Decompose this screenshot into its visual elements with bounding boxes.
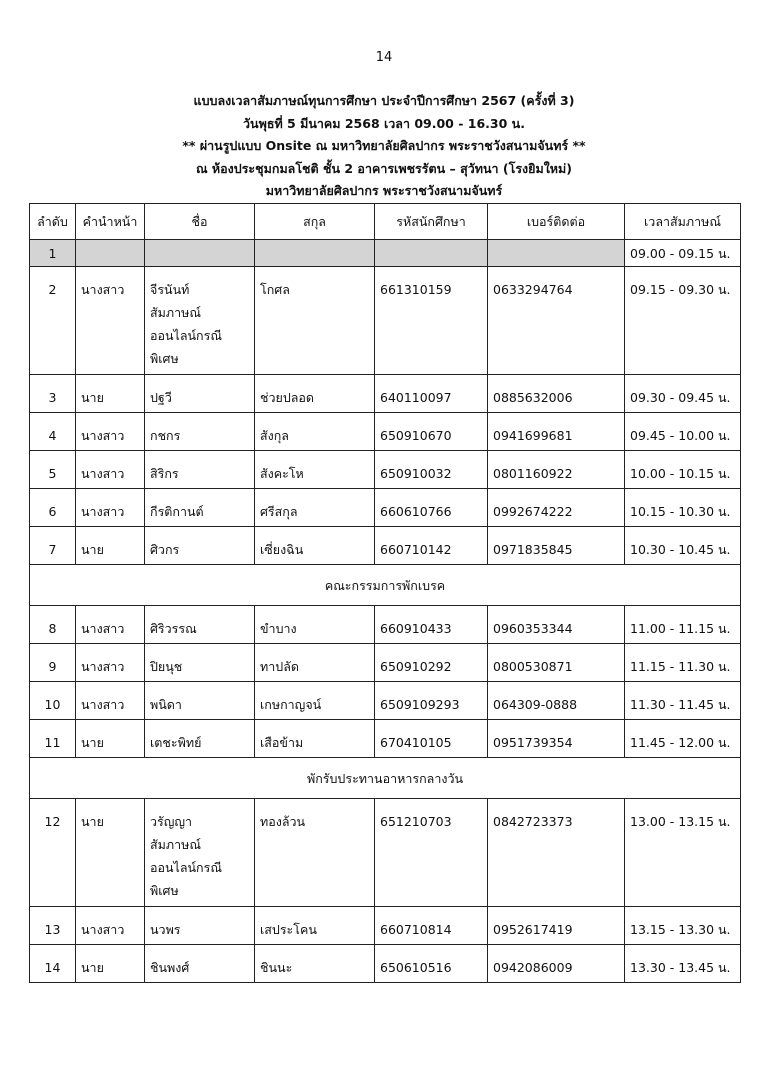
- cell-time: 11.00 - 11.15 น.: [625, 606, 741, 644]
- cell-phone: 0960353344: [488, 606, 625, 644]
- cell-name: ปฐวี: [145, 375, 255, 413]
- cell-name: เตชะพิทย์: [145, 720, 255, 758]
- cell-surname: สังกุล: [255, 413, 375, 451]
- cell-no: 12: [30, 799, 76, 907]
- cell-no: 2: [30, 267, 76, 375]
- cell-phone: 0800530871: [488, 644, 625, 682]
- cell-time: 11.30 - 11.45 น.: [625, 682, 741, 720]
- cell-no: 3: [30, 375, 76, 413]
- cell-phone: 0942086009: [488, 945, 625, 983]
- table-row: [30, 945, 741, 983]
- cell-prefix: [76, 240, 145, 267]
- cell-no: 13: [30, 907, 76, 945]
- cell-phone: [488, 240, 625, 267]
- cell-surname: [255, 240, 375, 267]
- cell-prefix: นาย: [76, 799, 145, 907]
- cell-student-id: 660710814: [375, 907, 488, 945]
- interview-schedule-table: [29, 203, 741, 983]
- header-room: ณ ห้องประชุมกมลโชติ ชั้น 2 อาคารเพชรรัตน – สุวัทนา (โรงยิมใหม่): [195, 160, 573, 176]
- cell-surname: ทองล้วน: [255, 799, 375, 907]
- cell-time: 09.00 - 09.15 น.: [625, 240, 741, 267]
- name-text: วรัญญา: [150, 814, 193, 829]
- cell-time: 10.15 - 10.30 น.: [625, 489, 741, 527]
- column-header-time: เวลาสัมภาษณ์: [625, 204, 741, 240]
- column-header-surname: สกุล: [255, 204, 375, 240]
- cell-prefix: นางสาว: [76, 489, 145, 527]
- cell-prefix: นางสาว: [76, 413, 145, 451]
- cell-no: 10: [30, 682, 76, 720]
- cell-no: 9: [30, 644, 76, 682]
- column-header-prefix: คำนำหน้า: [76, 204, 145, 240]
- cell-phone: 0971835845: [488, 527, 625, 565]
- header-date: วันพุธที่ 5 มีนาคม 2568 เวลา 09.00 - 16.30 น.: [243, 115, 525, 131]
- cell-name: ปิยนุช: [145, 644, 255, 682]
- cell-prefix: นาย: [76, 720, 145, 758]
- header-title: แบบลงเวลาสัมภาษณ์ทุนการศึกษา ประจำปีการศึกษา 2567 (ครั้งที่ 3): [193, 93, 575, 108]
- cell-student-id: 650910032: [375, 451, 488, 489]
- cell-surname: ช่วยปลอด: [255, 375, 375, 413]
- cell-no: 6: [30, 489, 76, 527]
- cell-name: พนิดา: [145, 682, 255, 720]
- cell-phone: 0885632006: [488, 375, 625, 413]
- cell-student-id: 660910433: [375, 606, 488, 644]
- cell-student-id: 6509109293: [375, 682, 488, 720]
- header-format: ** ผ่านรูปแบบ Onsite ณ มหาวิทยาลัยศิลปากร พระราชวังสนามจันทร์ **: [182, 138, 586, 153]
- break-row: [30, 758, 741, 799]
- name-note-line: พิเศษ: [150, 883, 179, 898]
- cell-prefix: นางสาว: [76, 267, 145, 375]
- cell-phone: 0801160922: [488, 451, 625, 489]
- cell-student-id: 650910292: [375, 644, 488, 682]
- table-row: [30, 644, 741, 682]
- cell-no: 8: [30, 606, 76, 644]
- cell-time: 13.30 - 13.45 น.: [625, 945, 741, 983]
- cell-surname: ขำบาง: [255, 606, 375, 644]
- name-text: จีรนันท์: [150, 282, 190, 297]
- table-row: [30, 720, 741, 758]
- break-row: [30, 565, 741, 606]
- table-row: [30, 240, 741, 267]
- page-number: 14: [375, 50, 393, 65]
- cell-time: 11.15 - 11.30 น.: [625, 644, 741, 682]
- name-note-line: สัมภาษณ์: [150, 305, 201, 320]
- cell-no: 1: [30, 240, 76, 267]
- cell-name: ศิริวรรณ: [145, 606, 255, 644]
- column-header-no: ลำดับ: [30, 204, 76, 240]
- column-header-student-id: รหัสนักศึกษา: [375, 204, 488, 240]
- cell-name: [145, 267, 255, 375]
- table-row: [30, 489, 741, 527]
- cell-phone: 0941699681: [488, 413, 625, 451]
- name-note-line: พิเศษ: [150, 351, 179, 366]
- cell-no: 14: [30, 945, 76, 983]
- cell-time: 09.45 - 10.00 น.: [625, 413, 741, 451]
- cell-student-id: [375, 240, 488, 267]
- cell-name: กชกร: [145, 413, 255, 451]
- cell-time: 09.15 - 09.30 น.: [625, 267, 741, 375]
- cell-prefix: นาย: [76, 527, 145, 565]
- cell-no: 4: [30, 413, 76, 451]
- cell-surname: ชินนะ: [255, 945, 375, 983]
- column-header-name: ชื่อ: [145, 204, 255, 240]
- cell-phone: 0842723373: [488, 799, 625, 907]
- column-header-phone: เบอร์ติดต่อ: [488, 204, 625, 240]
- table-row: [30, 375, 741, 413]
- header-university: มหาวิทยาลัยศิลปากร พระราชวังสนามจันทร์: [265, 183, 503, 198]
- cell-surname: ทาปลัด: [255, 644, 375, 682]
- cell-time: 13.00 - 13.15 น.: [625, 799, 741, 907]
- cell-surname: เซี่ยงฉิน: [255, 527, 375, 565]
- cell-surname: โกศล: [255, 267, 375, 375]
- cell-time: 10.00 - 10.15 น.: [625, 451, 741, 489]
- cell-name: [145, 240, 255, 267]
- cell-student-id: 670410105: [375, 720, 488, 758]
- cell-no: 11: [30, 720, 76, 758]
- cell-name: ศิวกร: [145, 527, 255, 565]
- name-note-line: ออนไลน์กรณี: [150, 328, 222, 343]
- cell-student-id: 660710142: [375, 527, 488, 565]
- cell-student-id: 650610516: [375, 945, 488, 983]
- cell-no: 7: [30, 527, 76, 565]
- table-row: [30, 907, 741, 945]
- cell-surname: เสประโคน: [255, 907, 375, 945]
- cell-surname: ศรีสกุล: [255, 489, 375, 527]
- table-row: [30, 606, 741, 644]
- break-label: พักรับประทานอาหารกลางวัน: [30, 758, 741, 799]
- cell-phone: 064309-0888: [488, 682, 625, 720]
- cell-prefix: นาย: [76, 375, 145, 413]
- name-note-line: สัมภาษณ์: [150, 837, 201, 852]
- cell-surname: เสือข้าม: [255, 720, 375, 758]
- table-row: [30, 413, 741, 451]
- cell-prefix: นางสาว: [76, 644, 145, 682]
- cell-prefix: นางสาว: [76, 606, 145, 644]
- break-label: คณะกรรมการพักเบรค: [30, 565, 741, 606]
- cell-time: 10.30 - 10.45 น.: [625, 527, 741, 565]
- cell-name: กีรติกานต์: [145, 489, 255, 527]
- cell-prefix: นางสาว: [76, 451, 145, 489]
- cell-prefix: นาย: [76, 945, 145, 983]
- name-note-line: ออนไลน์กรณี: [150, 860, 222, 875]
- document-header: [0, 90, 768, 203]
- cell-name: สิริกร: [145, 451, 255, 489]
- cell-phone: 0992674222: [488, 489, 625, 527]
- cell-time: 11.45 - 12.00 น.: [625, 720, 741, 758]
- cell-prefix: นางสาว: [76, 682, 145, 720]
- cell-surname: เกษกาญจน์: [255, 682, 375, 720]
- cell-prefix: นางสาว: [76, 907, 145, 945]
- table-row: [30, 267, 741, 375]
- cell-phone: 0952617419: [488, 907, 625, 945]
- cell-no: 5: [30, 451, 76, 489]
- cell-name: [145, 799, 255, 907]
- cell-student-id: 650910670: [375, 413, 488, 451]
- cell-student-id: 661310159: [375, 267, 488, 375]
- cell-time: 09.30 - 09.45 น.: [625, 375, 741, 413]
- table-header-row: [30, 204, 741, 240]
- cell-phone: 0633294764: [488, 267, 625, 375]
- cell-student-id: 660610766: [375, 489, 488, 527]
- cell-name: ชินพงศ์: [145, 945, 255, 983]
- cell-student-id: 651210703: [375, 799, 488, 907]
- table-row: [30, 527, 741, 565]
- table-row: [30, 451, 741, 489]
- cell-name: นวพร: [145, 907, 255, 945]
- table-row: [30, 799, 741, 907]
- table-row: [30, 682, 741, 720]
- cell-time: 13.15 - 13.30 น.: [625, 907, 741, 945]
- cell-surname: สังคะโห: [255, 451, 375, 489]
- cell-phone: 0951739354: [488, 720, 625, 758]
- cell-student-id: 640110097: [375, 375, 488, 413]
